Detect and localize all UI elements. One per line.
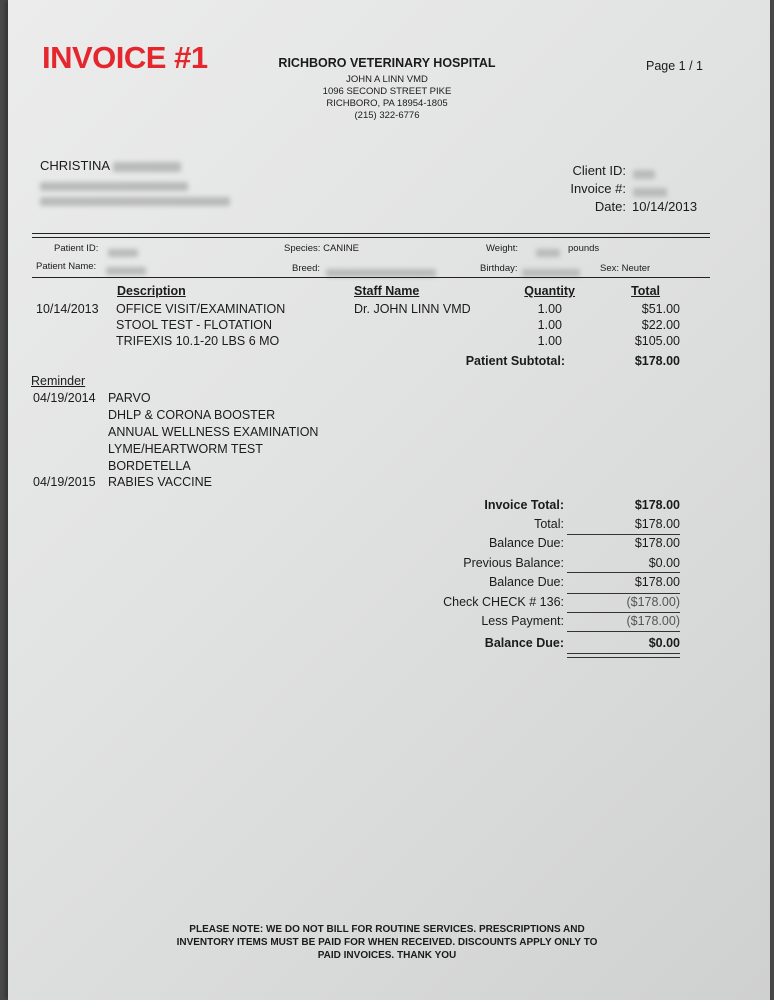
- row-total: $105.00: [634, 334, 680, 348]
- birthday-label: Birthday:: [480, 263, 518, 274]
- reminder-item: PARVO: [108, 391, 151, 405]
- row-quantity: 1.00: [537, 334, 562, 348]
- client-id-label: Client ID:: [572, 163, 626, 178]
- header-quantity: Quantity: [524, 284, 575, 298]
- patient-subtotal-label: Patient Subtotal:: [465, 354, 565, 368]
- divider-top-2: [32, 237, 710, 238]
- check-payment-underline: [567, 612, 680, 613]
- row-description: TRIFEXIS 10.1-20 LBS 6 MO: [116, 334, 280, 348]
- check-payment-label: Check CHECK # 136:: [443, 595, 564, 609]
- balance-due-underline: [567, 593, 680, 594]
- row-staff: Dr. JOHN LINN VMD: [354, 302, 471, 316]
- previous-balance-underline: [567, 572, 680, 573]
- final-balance-due-label: Balance Due:: [484, 636, 564, 650]
- previous-balance-label: Previous Balance:: [463, 556, 564, 570]
- row-quantity: 1.00: [537, 318, 562, 332]
- redacted-breed: [326, 264, 436, 282]
- redacted-last-name: [113, 162, 181, 172]
- invoice-date: 10/14/2013: [632, 199, 698, 214]
- invoice-number-label: Invoice #:: [570, 181, 626, 196]
- double-underline-1: [567, 653, 680, 654]
- page-number: Page 1 / 1: [646, 59, 703, 73]
- client-name: [40, 158, 181, 173]
- row-quantity: 1.00: [537, 302, 562, 316]
- total-value: $178.00: [634, 517, 680, 531]
- reminder-date: 04/19/2015: [33, 475, 96, 489]
- divider-top-1: [32, 233, 710, 234]
- reminder-item: ANNUAL WELLNESS EXAMINATION: [108, 425, 319, 439]
- hospital-doctor: JOHN A LINN VMD: [346, 74, 428, 85]
- hospital-street: 1096 SECOND STREET PIKE: [322, 86, 452, 97]
- breed-label: Breed:: [292, 263, 320, 274]
- hospital-city: RICHBORO, PA 18954-1805: [326, 98, 448, 109]
- header-staff: Staff Name: [354, 284, 420, 298]
- weight-label: Weight:: [486, 243, 519, 254]
- invoice-stamp: INVOICE #1: [42, 40, 208, 75]
- patient-id-label: Patient ID:: [54, 243, 99, 254]
- redacted-client-id: [633, 166, 655, 184]
- less-payment-label: Less Payment:: [481, 614, 564, 628]
- patient-subtotal-value: $178.00: [634, 354, 680, 368]
- sex-label: Sex: Neuter: [600, 263, 651, 274]
- balance-due-value: $178.00: [634, 575, 680, 589]
- sex-value: Neuter: [621, 263, 651, 274]
- reminder-item: DHLP & CORONA BOOSTER: [108, 408, 276, 422]
- less-payment-value: ($178.00): [626, 614, 680, 628]
- balance-due-label: Balance Due:: [488, 536, 564, 550]
- previous-balance-value: $0.00: [648, 556, 680, 570]
- invoice-total-label: Invoice Total:: [484, 498, 564, 512]
- species-label: Species: CANINE: [284, 243, 359, 254]
- patient-name-label: Patient Name:: [36, 261, 97, 272]
- invoice-total-value: $178.00: [634, 498, 680, 512]
- total-label: Total:: [534, 517, 564, 531]
- service-date: 10/14/2013: [36, 302, 99, 316]
- weight-unit: pounds: [568, 243, 600, 254]
- hospital-phone: (215) 322-6776: [354, 110, 420, 121]
- header-total: Total: [631, 284, 660, 298]
- reminder-item: BORDETELLA: [108, 459, 191, 473]
- date-label: Date:: [594, 199, 626, 214]
- final-balance-due-value: $0.00: [648, 636, 680, 650]
- less-payment-underline: [567, 631, 680, 632]
- row-description: STOOL TEST - FLOTATION: [116, 318, 273, 332]
- client-first-name: CHRISTINA: [40, 158, 110, 173]
- species-value: CANINE: [323, 243, 359, 254]
- reminder-title: Reminder: [31, 374, 86, 388]
- balance-due-label: Balance Due:: [488, 575, 564, 589]
- double-underline-2: [567, 657, 680, 658]
- footer-note: PLEASE NOTE: WE DO NOT BILL FOR ROUTINE SERVICES. PRESCRIPTIONS AND INVENTORY ITEMS MUST BE PAID FOR WHEN RECEIVED. DISCOUNTS APPLY ONLY TO PAID INVOICES. THANK YOU: [176, 924, 598, 961]
- reminder-item: RABIES VACCINE: [108, 475, 212, 489]
- redacted-birthday: [522, 264, 580, 282]
- check-payment-value: ($178.00): [626, 595, 680, 609]
- balance-due-value: $178.00: [634, 536, 680, 550]
- row-total: $51.00: [641, 302, 680, 316]
- hospital-name: RICHBORO VETERINARY HOSPITAL: [278, 56, 496, 70]
- redacted-address-line-2: [40, 193, 230, 211]
- header-description: Description: [117, 284, 186, 298]
- total-underline: [567, 534, 680, 535]
- reminder-item: LYME/HEARTWORM TEST: [108, 442, 263, 456]
- divider-bottom: [32, 277, 710, 278]
- reminder-date: 04/19/2014: [33, 391, 96, 405]
- row-description: OFFICE VISIT/EXAMINATION: [116, 302, 286, 316]
- redacted-weight: [536, 244, 560, 262]
- row-total: $22.00: [641, 318, 680, 332]
- redacted-patient-id: [108, 244, 138, 262]
